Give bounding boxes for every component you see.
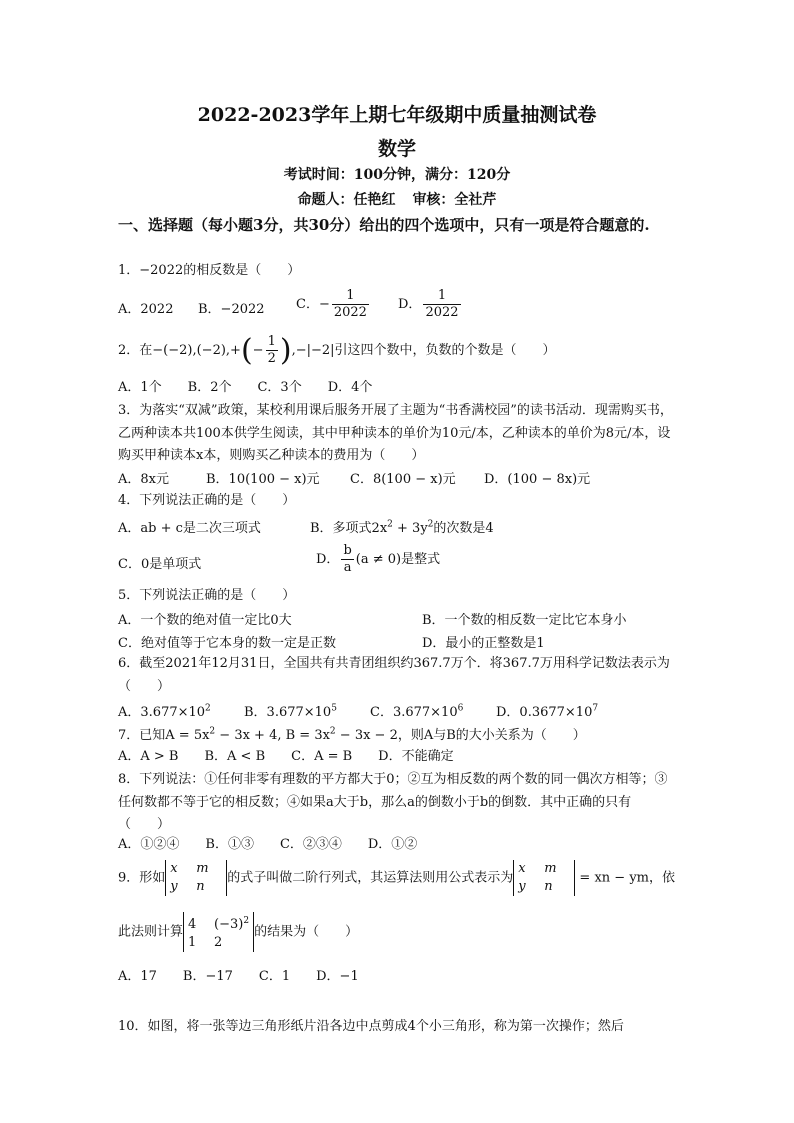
exam-info: 考试时间：100分钟，满分：120分: [283, 167, 511, 183]
q9-line1: [118, 860, 675, 896]
reviewer: 审核：全社芹: [412, 192, 497, 208]
q1-option-d: [398, 288, 463, 321]
q8-options: A．①②④ B．①③ C．②③④ D．①②: [118, 837, 418, 852]
q4-option-c: C．0是单项式: [118, 557, 202, 572]
q5-option-b: B．一个数的相反数一定比它本身小: [422, 613, 627, 628]
q4-d-fraction: [341, 543, 353, 576]
q6-a-exp: 2: [205, 703, 211, 714]
q1-d-num: 1: [423, 288, 460, 305]
q7-mid: − 3x + 4, B = 3x: [215, 728, 330, 743]
q9-n21: 1: [188, 935, 197, 951]
exam-title: 2022-2023学年上期七年级期中质量抽测试卷: [197, 104, 597, 126]
q7-exp1: 2: [209, 726, 216, 737]
q7-prefix: 7．已知A = 5x: [118, 728, 210, 743]
q9-det-symbolic: [165, 860, 227, 896]
q3-option-c: C．8(100 − x)元: [350, 472, 456, 487]
q1-option-c: [296, 288, 371, 321]
q6-option-a: [118, 701, 211, 720]
q2-frac-den: 2: [267, 351, 276, 366]
q6-option-d: [496, 701, 598, 720]
q9-m12: m: [196, 861, 209, 876]
q9-det-numeric: [183, 912, 254, 952]
q9-n22: 2: [214, 935, 223, 951]
q9-det-formula: [513, 860, 575, 896]
q6-option-c: [370, 701, 463, 720]
q7-options: A．A > B B．A < B C．A = B D．不能确定: [118, 749, 454, 764]
q4-d-prefix: D．: [316, 552, 340, 567]
q1-c-den: 2022: [333, 305, 367, 320]
q7-exp2: 2: [329, 726, 336, 737]
q4-d-den: a: [343, 560, 352, 575]
q1-d-prefix: D．: [398, 297, 422, 312]
author: 命题人：任艳红: [297, 192, 396, 208]
q2-suffix: ,−|−2|引这四个数中，负数的个数是（ ）: [291, 343, 556, 358]
q5-option-a: A．一个数的绝对值一定比0大: [118, 613, 292, 628]
q1-d-fraction: [423, 288, 460, 321]
q2-stem: [118, 333, 556, 368]
q9-p5: 的结果为（ ）: [254, 924, 359, 940]
q5-option-d: D．最小的正整数是1: [422, 636, 545, 651]
q9-f12: m: [544, 861, 557, 876]
q2-frac-sign: −: [252, 343, 264, 358]
authors-line: [0, 189, 794, 209]
q6-a-text: A．3.677×10: [118, 705, 206, 720]
q1-c-fraction: [332, 288, 369, 321]
q4-b-prefix: B．多项式2x: [310, 521, 388, 536]
q8-stem: 8．下列说法：①任何非零有理数的平方都大于0；②互为相反数的两个数的同一偶次方相等；③任何数都不等于它的相反数；④如果a大于b，那么a的倒数小于b的倒数．其中正确的只有（ ）: [118, 772, 668, 832]
q3-stem: 3．为落实“双减”政策，某校利用课后服务开展了主题为“书香满校园”的读书活动．现需购买书，乙两种读本共100本供学生阅读，其中甲种读本的单价为10元/本，乙种读本的单价为8元/本，设购买甲种读本x本，则购买乙种读本的费用为（ ）: [118, 403, 673, 463]
q5-stem: 5．下列说法正确的是（ ）: [118, 588, 296, 603]
q2-options: A．1个 B．2个 C．3个 D．4个: [118, 380, 373, 395]
q9-m22: n: [196, 879, 205, 894]
q4-option-a: A．ab + c是二次三项式: [118, 521, 261, 536]
q9-p4: 此法则计算: [118, 924, 184, 940]
section-heading: 一、选择题（每小题3分，共30分）给出的四个选项中，只有一项是符合题意的.: [118, 216, 650, 234]
q4-stem: 4．下列说法正确的是（ ）: [118, 493, 296, 508]
q2-prefix: 2．在−(−2),(−2),+: [118, 343, 241, 358]
q6-b-text: B．3.677×10: [244, 705, 332, 720]
q9-m21: y: [170, 879, 178, 894]
q9-n12-exp: 2: [243, 916, 250, 926]
q1-c-prefix: C．−: [296, 297, 330, 312]
q4-b-suffix: 的次数是4: [433, 521, 494, 536]
q3-option-d: D．(100 − 8x)元: [484, 472, 591, 487]
q9-m11: x: [170, 861, 178, 876]
q6-b-exp: 5: [331, 703, 337, 714]
q3-option-b: B．10(100 − x)元: [206, 472, 320, 487]
q4-b-exp1: 2: [387, 519, 393, 530]
q9-p1: 9．形如: [118, 870, 166, 886]
q9-n12-base: (−3): [214, 917, 244, 933]
q6-d-exp: 7: [592, 703, 599, 714]
q2-fraction: [266, 334, 278, 367]
q4-b-exp2: 2: [427, 519, 434, 530]
q9-f22: n: [544, 879, 553, 894]
q3-option-a: A．8x元: [118, 472, 169, 487]
q4-option-b: [310, 517, 494, 536]
q1-option-a: A．2022: [118, 302, 174, 317]
q1-c-num: 1: [332, 288, 369, 305]
q6-stem: 6．截至2021年12月31日，全国共有共青团组织约367.7万个．将367.7万用科学记数法表示为（ ）: [118, 656, 670, 694]
q6-c-exp: 6: [457, 703, 464, 714]
q9-f21: y: [518, 879, 526, 894]
q2-paren-open: (: [240, 333, 253, 368]
q2-paren-close: ): [279, 333, 292, 368]
q1-option-b: B．−2022: [198, 302, 265, 317]
q9-p3: = xn − ym，依: [575, 870, 675, 886]
q4-d-num: b: [343, 543, 352, 558]
q9-n12: [214, 912, 249, 934]
q9-line2: [118, 912, 358, 952]
q9-n11: 4: [188, 917, 197, 933]
q4-option-d: [316, 543, 440, 576]
q9-options: A．17 B．−17 C．1 D．−1: [118, 969, 359, 984]
q2-frac-num: 1: [267, 334, 276, 349]
q7-stem: [118, 724, 586, 743]
q4-b-mid: + 3y: [392, 521, 428, 536]
q9-p2: 的式子叫做二阶行列式，其运算法则用公式表示为: [227, 870, 514, 886]
q6-option-b: [244, 701, 337, 720]
q6-c-text: C．3.677×10: [370, 705, 458, 720]
q7-suffix: − 3x − 2，则A与B的大小关系为（ ）: [335, 728, 586, 743]
q9-f11: x: [518, 861, 526, 876]
q5-option-c: C．绝对值等于它本身的数一定是正数: [118, 636, 336, 651]
q4-d-suffix: (a ≠ 0)是整式: [355, 552, 441, 567]
q1-d-den: 2022: [425, 305, 459, 320]
q10-stem: 10．如图，将一张等边三角形纸片沿各边中点剪成4个小三角形，称为第一次操作；然后: [118, 1019, 624, 1034]
q1-stem: 1．−2022的相反数是（ ）: [118, 263, 301, 278]
q6-d-text: D．0.3677×10: [496, 705, 593, 720]
subject-title: 数学: [377, 138, 416, 160]
